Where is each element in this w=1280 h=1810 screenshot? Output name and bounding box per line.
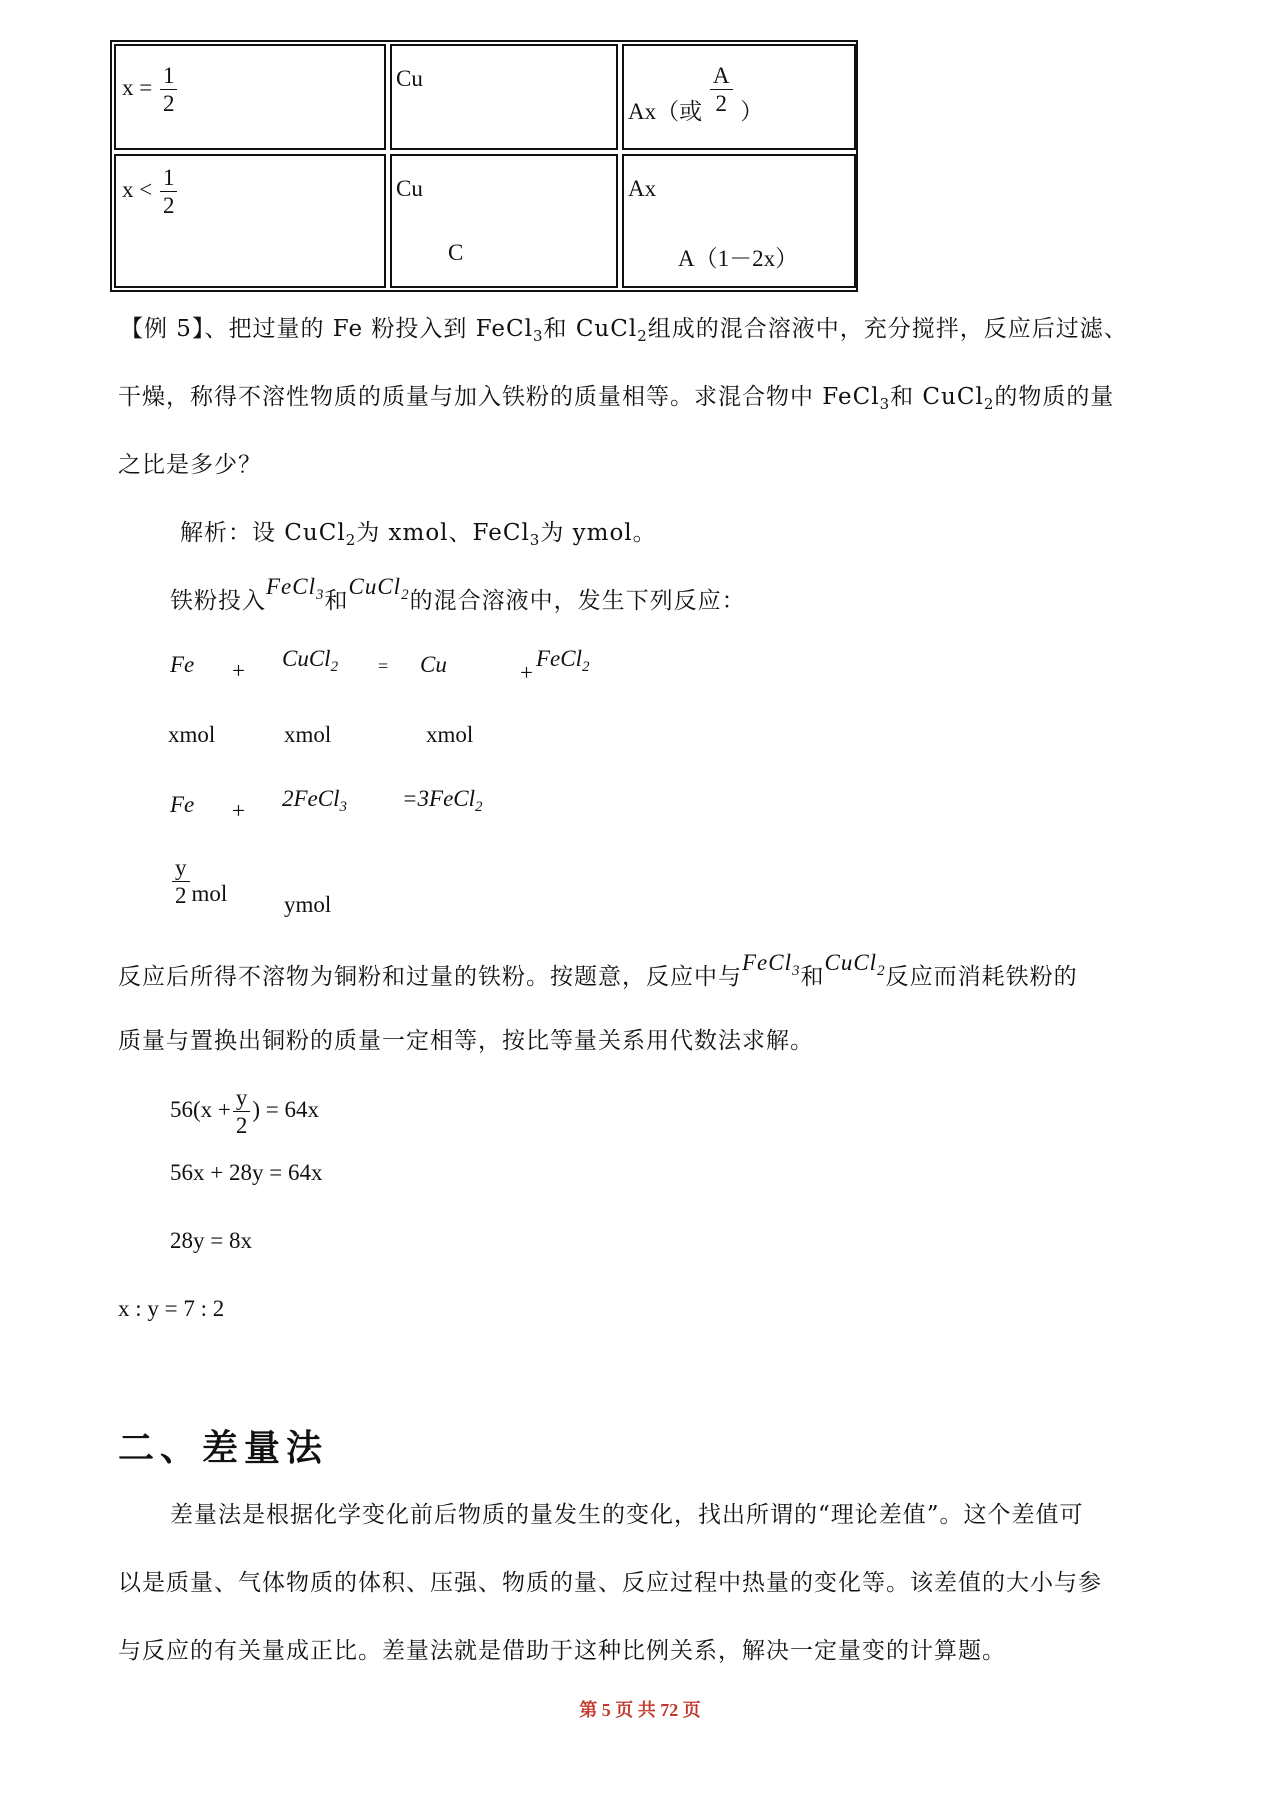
section2-line2: 以是质量、气体物质的体积、压强、物质的量、反应过程中热量的变化等。该差值的大小与参 xyxy=(118,1570,1102,1596)
reaction1-cu: Cu xyxy=(420,652,447,677)
fraction-den: 2 xyxy=(175,883,187,908)
condition-lhs: x < xyxy=(122,176,153,202)
formula-text: FeCl xyxy=(536,646,582,671)
reaction2-plus: + xyxy=(232,798,245,823)
product-label-2: C xyxy=(448,240,464,265)
subscript: 2 xyxy=(637,327,648,345)
text-span: 反应后所得不溶物为铜粉和过量的铁粉。按题意，反应中与 xyxy=(118,964,742,990)
text-span: 的混合溶液中，发生下列反应： xyxy=(409,588,746,614)
reaction1-fe: Fe xyxy=(170,652,195,677)
conclusion-line2: 质量与置换出铜粉的质量一定相等，按比等量关系用代数法求解。 xyxy=(118,1028,814,1054)
formula-fecl3: FeCl xyxy=(266,574,316,599)
subscript: 2 xyxy=(345,531,357,549)
table-cell xyxy=(114,154,386,288)
reaction1-plus: + xyxy=(232,658,245,683)
reaction2-amount1 xyxy=(170,856,227,907)
fraction-num: y xyxy=(233,1086,251,1112)
text-span: 【例 5】、把过量的 Fe 粉投入到 FeCl xyxy=(120,316,533,342)
reaction2-product xyxy=(402,786,483,815)
text-span: 为 xmol、FeCl xyxy=(356,520,530,546)
product-label: Cu xyxy=(396,66,423,91)
table-cell xyxy=(390,154,618,288)
reaction1-amount3: xmol xyxy=(426,722,474,747)
subscript: 2 xyxy=(877,963,886,979)
amount-text: Ax（或 xyxy=(628,99,703,124)
subscript: 2 xyxy=(475,799,483,815)
fraction-den: 2 xyxy=(162,193,175,218)
equation-2: 56x + 28y = 64x xyxy=(170,1160,323,1185)
reaction2-fecl3 xyxy=(282,786,347,815)
section2-line3: 与反应的有关量成正比。差量法就是借助于这种比例关系，解决一定量变的计算题。 xyxy=(118,1638,1006,1664)
reaction1-fecl2 xyxy=(536,646,590,675)
example5-line1 xyxy=(120,314,1128,344)
reaction2-fe: Fe xyxy=(170,792,195,817)
fraction-den: 2 xyxy=(235,1113,248,1138)
reaction2-amount2: ymol xyxy=(284,892,332,917)
formula-text: CuCl xyxy=(282,646,331,671)
subscript: 2 xyxy=(582,659,590,675)
subscript: 3 xyxy=(316,587,325,603)
table-cell xyxy=(390,44,618,150)
table-cell xyxy=(622,154,856,288)
amount-text: Ax xyxy=(628,176,657,201)
text-span: 反应而消耗铁粉的 xyxy=(885,964,1078,990)
text-span: 组成的混合溶液中，充分搅拌，反应后过滤、 xyxy=(647,316,1128,342)
fraction xyxy=(160,64,178,115)
text-span: ) = 64x xyxy=(252,1096,320,1122)
equation-4: x : y = 7 : 2 xyxy=(118,1296,225,1321)
subscript: 2 xyxy=(983,395,995,413)
text-span: 解析：设 CuCl xyxy=(180,520,346,546)
text-span: 的物质的量 xyxy=(994,384,1115,410)
text-span: 干燥，称得不溶性物质的质量与加入铁粉的质量相等。求混合物中 FeCl xyxy=(118,384,880,410)
fraction xyxy=(233,1086,251,1137)
subscript: 3 xyxy=(529,531,541,549)
subscript: 3 xyxy=(339,799,347,815)
subscript: 3 xyxy=(879,395,891,413)
section-heading: 二、差量法 xyxy=(118,1428,329,1469)
reaction1-amount2: xmol xyxy=(284,722,332,747)
formula-cucl2: CuCl xyxy=(824,950,878,975)
example5-line2 xyxy=(118,382,1114,412)
product-label: Cu xyxy=(396,176,423,201)
fraction-num: y xyxy=(172,856,190,882)
reaction1-cucl2 xyxy=(282,646,339,675)
fraction xyxy=(710,64,733,115)
conclusion-line1 xyxy=(118,950,1078,992)
equation-1 xyxy=(170,1086,319,1137)
table-cell xyxy=(114,44,386,150)
formula-text: =3FeCl xyxy=(402,786,476,811)
section2-line1: 差量法是根据化学变化前后物质的量发生的变化，找出所谓的“理论差值”。这个差值可 xyxy=(170,1502,1084,1528)
text-span: 和 CuCl xyxy=(890,384,984,410)
fraction xyxy=(172,856,190,907)
fraction-num: A xyxy=(710,64,733,90)
fraction-num: 1 xyxy=(160,166,178,192)
subscript: 2 xyxy=(401,587,410,603)
fraction xyxy=(160,166,178,217)
reaction1-equals: = xyxy=(378,656,389,676)
text-span: 为 ymol。 xyxy=(540,520,657,546)
text-span: 和 xyxy=(324,588,349,614)
formula-text: 2FeCl xyxy=(282,786,340,811)
subscript: 3 xyxy=(532,327,544,345)
condition-lhs: x = xyxy=(122,74,153,100)
amount-text-end: ） xyxy=(740,99,764,124)
formula-cucl2: CuCl xyxy=(348,574,402,599)
fraction-den: 2 xyxy=(715,91,727,116)
reaction1-amount1: xmol xyxy=(168,722,216,747)
reaction1-plus2: + xyxy=(520,660,533,685)
unit-text: mol xyxy=(191,880,228,906)
formula-fecl3: FeCl xyxy=(742,950,792,975)
page-number-footer: 第 5 页 共 72 页 xyxy=(579,1700,701,1720)
subscript: 3 xyxy=(792,963,801,979)
text-span: 和 xyxy=(800,964,825,990)
amount-text-2: A（1－2x） xyxy=(678,246,799,271)
subscript: 2 xyxy=(330,659,339,675)
table-cell xyxy=(622,44,856,150)
text-span: 铁粉投入 xyxy=(170,588,266,614)
fraction-den: 2 xyxy=(162,91,175,116)
analysis-line1 xyxy=(180,518,657,548)
equation-3: 28y = 8x xyxy=(170,1228,252,1253)
text-span: 和 CuCl xyxy=(543,316,638,342)
condition-table xyxy=(110,40,858,292)
analysis-line2 xyxy=(170,574,746,616)
text-span: 56(x + xyxy=(170,1096,231,1122)
example5-line3: 之比是多少？ xyxy=(118,452,262,478)
fraction-num: 1 xyxy=(160,64,178,90)
